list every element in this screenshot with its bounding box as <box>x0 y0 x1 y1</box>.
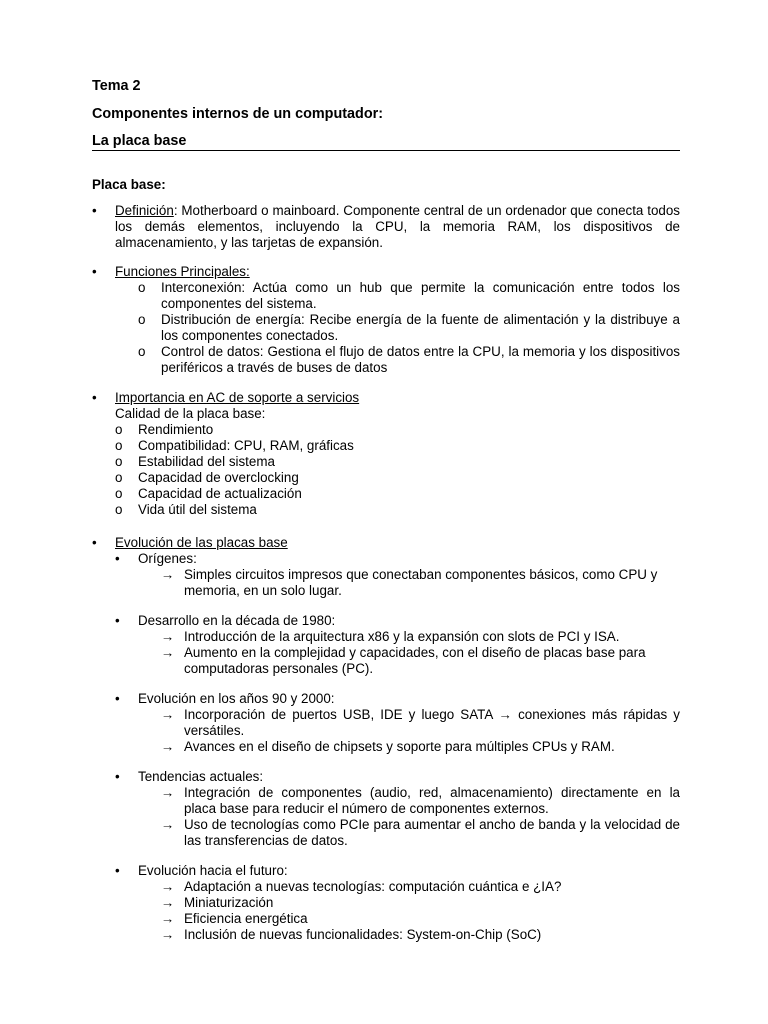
bullet-icon: • <box>115 613 120 628</box>
list-item <box>161 707 680 739</box>
definition-block <box>92 203 680 251</box>
list-item <box>161 817 680 849</box>
list-item-text: Compatibilidad: CPU, RAM, gráficas <box>138 438 354 453</box>
evolution-subsection <box>115 691 680 707</box>
subsection-title: Orígenes: <box>138 551 197 566</box>
list-item <box>161 895 680 911</box>
subsection-title: Evolución en los años 90 y 2000: <box>138 691 335 706</box>
circle-bullet-icon: o <box>138 280 146 295</box>
title-underline <box>92 150 680 151</box>
functions-block <box>92 264 680 376</box>
section-heading: Placa base: <box>92 177 166 192</box>
list-item-text: Eficiencia energética <box>184 911 308 926</box>
list-item-text: Rendimiento <box>138 422 214 437</box>
list-item-text: Uso de tecnologías como PCIe para aumentar el ancho de banda y la velocidad de las transferencias de datos. <box>184 817 680 848</box>
bullet-icon: • <box>92 535 97 550</box>
bullet-icon: • <box>92 264 97 279</box>
bullet-icon: • <box>92 203 97 218</box>
list-item <box>115 470 680 486</box>
subsection-title: Desarrollo en la década de 1980: <box>138 613 336 628</box>
list-item <box>115 502 680 518</box>
list-item <box>115 422 680 438</box>
list-item-text: Capacidad de actualización <box>138 486 302 501</box>
circle-bullet-icon: o <box>115 470 123 485</box>
list-item <box>161 567 680 599</box>
subsection-title: Tendencias actuales: <box>138 769 264 784</box>
circle-bullet-icon: o <box>115 486 123 501</box>
bullet-icon: • <box>115 769 120 784</box>
list-item-text: Miniaturización <box>184 895 274 910</box>
list-item-text: Distribución de energía: Recibe energía de la fuente de alimentación y la distribuye a los componentes conectados. <box>161 312 680 343</box>
circle-bullet-icon: o <box>115 438 123 453</box>
topic-label: Tema 2 <box>92 78 141 94</box>
list-item <box>115 454 680 470</box>
evolution-block <box>92 535 680 943</box>
arrow-icon: → <box>161 629 175 644</box>
definition-text <box>115 203 680 251</box>
list-item-text: Interconexión: Actúa como un hub que permite la comunicación entre todos los componentes del sistema. <box>161 280 680 311</box>
list-item-text: Capacidad de overclocking <box>138 470 299 485</box>
arrow-icon: → <box>161 911 175 926</box>
bullet-icon: • <box>115 863 120 878</box>
list-item-text: Inclusión de nuevas funcionalidades: System-on-Chip (SoC) <box>184 927 542 942</box>
list-item <box>161 927 680 943</box>
circle-bullet-icon: o <box>115 422 123 437</box>
list-item <box>161 739 680 755</box>
list-item-text: Vida útil del sistema <box>138 502 257 517</box>
importance-block <box>92 390 680 518</box>
page-title: Componentes internos de un computador: <box>92 106 384 122</box>
circle-bullet-icon: o <box>115 454 123 469</box>
arrow-icon: → <box>161 739 175 754</box>
importance-label: Importancia en AC de soporte a servicios <box>115 390 360 405</box>
list-item <box>161 879 680 895</box>
list-item <box>161 629 680 645</box>
list-item-text: Introducción de la arquitectura x86 y la expansión con slots de PCI y ISA. <box>184 629 620 644</box>
arrow-icon: → <box>161 567 175 582</box>
list-item-text: Avances en el diseño de chipsets y soporte para múltiples CPUs y RAM. <box>184 739 615 754</box>
list-item-text: Incorporación de puertos USB, IDE y luego SATA → conexiones más rápidas y versátiles. <box>184 707 680 738</box>
bullet-icon: • <box>115 551 120 566</box>
list-item <box>138 280 680 312</box>
evolution-subsection <box>115 769 680 785</box>
list-item-text: Adaptación a nuevas tecnologías: computación cuántica e ¿IA? <box>184 879 562 894</box>
bullet-icon: • <box>115 691 120 706</box>
list-item <box>138 312 680 344</box>
list-item <box>115 486 680 502</box>
definition-label: Definición <box>115 203 174 218</box>
arrow-icon: → <box>161 895 175 910</box>
arrow-icon: → <box>161 707 175 722</box>
importance-intro: Calidad de la placa base: <box>115 406 266 421</box>
circle-bullet-icon: o <box>138 344 146 359</box>
list-item <box>115 438 680 454</box>
arrow-icon: → <box>161 645 175 660</box>
circle-bullet-icon: o <box>138 312 146 327</box>
arrow-icon: → <box>161 785 175 800</box>
definition-body: : Motherboard o mainboard. Componente central de un ordenador que conecta todos los demás elementos, incluyendo la CPU, la memoria RAM, los dispositivos de almacenamiento, y las tarjetas de expansión. <box>115 203 680 250</box>
evolution-subsection <box>115 551 680 567</box>
evolution-subsection <box>115 613 680 629</box>
arrow-icon: → <box>161 927 175 942</box>
arrow-icon: → <box>161 879 175 894</box>
circle-bullet-icon: o <box>115 502 123 517</box>
list-item <box>161 785 680 817</box>
evolution-label: Evolución de las placas base <box>115 535 288 550</box>
subsection-title: Evolución hacia el futuro: <box>138 863 288 878</box>
evolution-subsection <box>115 863 680 879</box>
list-item-text: Simples circuitos impresos que conectaban componentes básicos, como CPU y memoria, en un solo lugar. <box>184 567 658 598</box>
list-item-text: Integración de componentes (audio, red, almacenamiento) directamente en la placa base para reducir el número de componentes externos. <box>184 785 680 816</box>
page-subtitle: La placa base <box>92 133 187 149</box>
arrow-icon: → <box>161 817 175 832</box>
functions-label: Funciones Principales: <box>115 264 250 279</box>
list-item <box>138 344 680 376</box>
list-item-text: Control de datos: Gestiona el flujo de datos entre la CPU, la memoria y los dispositivos periféricos a través de buses de datos <box>161 344 680 375</box>
list-item <box>161 911 680 927</box>
list-item-text: Estabilidad del sistema <box>138 454 275 469</box>
list-item <box>161 645 680 677</box>
bullet-icon: • <box>92 390 97 405</box>
list-item-text: Aumento en la complejidad y capacidades, con el diseño de placas base para computadoras personales (PC). <box>184 645 646 676</box>
